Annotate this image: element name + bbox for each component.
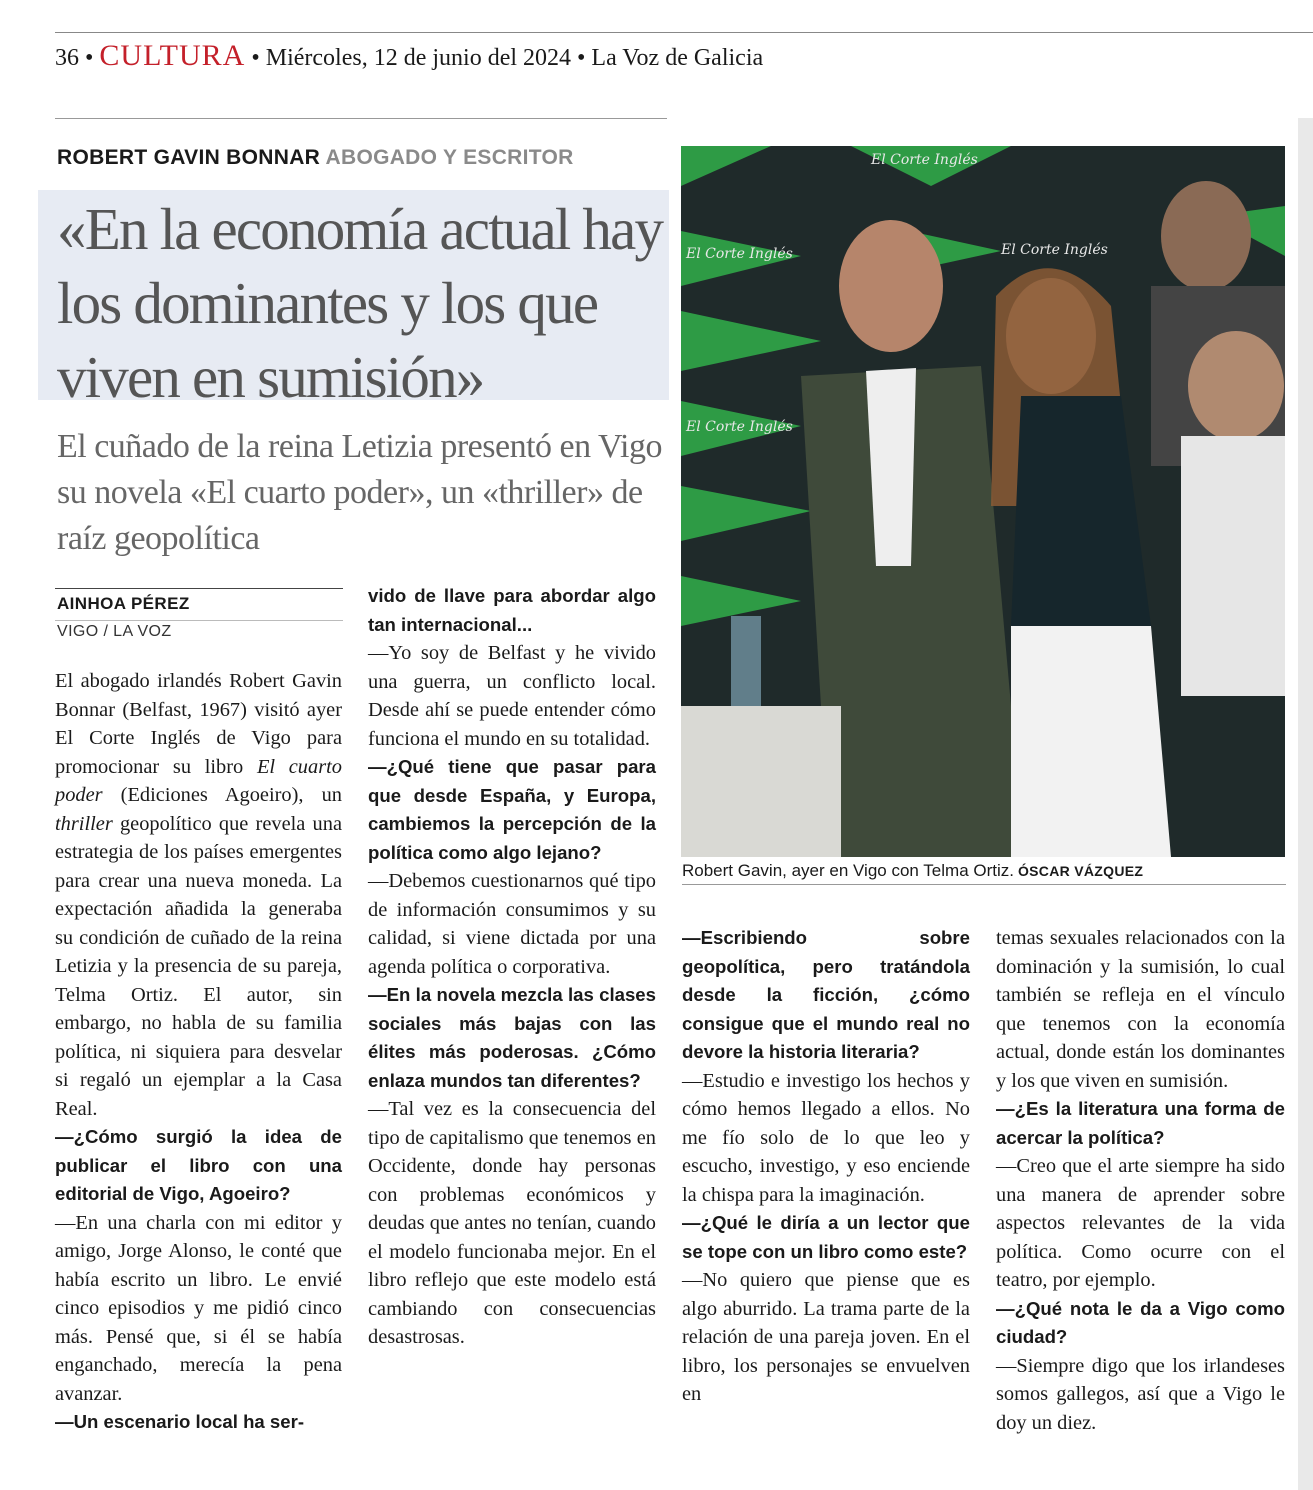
question: —¿Es la literatura una forma de acercar la política? [996,1098,1285,1148]
question: —¿Qué le diría a un lector que se tope con un libro como este? [682,1212,970,1262]
answer: —En una charla con mi editor y amigo, Jorge Alonso, le conté que había escrito un libro. Le envié cinco episodios y me pidió cinco más. Pensé que, si él se había enganchado, merecía la pena avanzar. [55,1211,342,1405]
top-rule [55,32,1313,33]
kicker-role: ABOGADO Y ESCRITOR [325,146,574,169]
newspaper-name[interactable]: La Voz de Galicia [591,45,764,71]
photo-illustration [681,146,1285,857]
question-continued: vido de llave para abordar algo tan internacional... [368,585,656,635]
lead-paragraph: El abogado irlandés Robert Gavin Bonnar (Belfast, 1967) visitó ayer El Corte Inglés de Vigo para promocionar su libro El cuarto poder (Ediciones Agoeiro), un thriller geopolítico que revela una estrategia de los países emergentes para crear una nueva moneda. La expectación añadida la generaba su condición de cuñado de la reina Letizia y la presencia de su pareja, Telma Ortiz. El autor, sin embargo, no habla de su familia política, ni siquiera para desvelar si regaló un ejemplar a la Casa Real. [55,670,342,1120]
question: —En la novela mezcla las clases sociales más bajas con las élites más poderosas. ¿Cómo enlaza mundos tan diferentes? [368,984,656,1091]
answer: —Creo que el arte siempre ha sido una manera de aprender sobre aspectos relevantes de la vida política. Como ocurre con el teatro, por ejemplo. [996,1155,1285,1291]
body-column-1 [55,667,342,1437]
answer: —Yo soy de Belfast y he vivido una guerra, un conflicto local. Desde ahí se puede entender cómo funciona el mundo en su totalidad. [368,642,656,750]
article-photo[interactable] [681,146,1285,857]
svg-text:El Corte Inglés: El Corte Inglés [686,246,793,262]
body-column-3 [682,924,970,1409]
body-column-2 [368,582,656,1352]
section-name[interactable]: CULTURA [99,39,246,72]
answer: —Tal vez es la consecuencia del tipo de capitalismo que tenemos en Occidente, donde hay personas con problemas económicos y deudas que antes no tenían, cuando el modelo funcionaba mejor. En el libro reflejo que este modelo está cambiando con consecuencias desastrosas. [368,1098,656,1348]
caption-rule [682,884,1286,885]
kicker-name: ROBERT GAVIN BONNAR [57,146,321,169]
byline-rule [55,588,343,589]
svg-text:El Corte Inglés: El Corte Inglés [1001,242,1108,258]
kicker [57,146,574,170]
answer: —No quiero que piense que es algo aburrido. La trama parte de la relación de una pareja joven. En el libro, los personajes se envuelven en [682,1269,970,1405]
svg-text:El Corte Inglés: El Corte Inglés [686,419,793,435]
book-title: El cuarto poder [55,755,342,806]
caption-text: Robert Gavin, ayer en Vigo con Telma Ortiz. [682,861,1014,880]
byline-author: AINHOA PÉREZ [57,594,190,613]
issue-date: Miércoles, 12 de junio del 2024 [265,45,572,71]
adjacent-page-edge [1298,118,1313,1490]
dateline: VIGO / LA VOZ [57,623,172,640]
subheadline: El cuñado de la reina Letizia presentó en Vigo su novela «El cuarto poder», un «thriller» de raíz geopolítica [57,428,662,557]
question: —Un escenario local ha ser- [55,1411,305,1432]
answer: —Debemos cuestionarnos qué tipo de información consumimos y su calidad, si viene dictada por una agenda política o corporativa. [368,870,656,978]
photo-credit: ÓSCAR VÁZQUEZ [1017,863,1144,879]
question: —¿Qué nota le da a Vigo como ciudad? [996,1297,1285,1347]
section-rule [55,118,667,119]
headline: «En la economía actual hay los dominantes y los que viven en sumisión» [57,196,663,410]
answer: —Siempre digo que los irlandeses somos gallegos, así que a Vigo le doy un diez. [996,1354,1285,1434]
page-number: 36 [55,45,79,71]
photo-caption [682,860,1286,882]
byline-rule [55,620,343,621]
page-header: 36 • CULTURA • Miércoles, 12 de junio del 2024 • La Voz de Galicia [55,39,764,72]
question: —¿Qué tiene que pasar para que desde España, y Europa, cambiemos la percepción de la política como algo lejano? [368,756,656,863]
svg-text:El Corte Inglés: El Corte Inglés [871,152,978,168]
question: —¿Cómo surgió la idea de publicar el libro con una editorial de Vigo, Agoeiro? [55,1126,342,1204]
question: —Escribiendo sobre geopolítica, pero tratándola desde la ficción, ¿cómo consigue que el mundo real no devore la historia literaria? [682,927,970,1062]
answer-continued: temas sexuales relacionados con la dominación y la sumisión, lo cual también se refleja en el vínculo que tenemos con la economía actual, donde están los dominantes y los que viven en sumisión. [996,927,1285,1092]
body-column-4 [996,924,1285,1437]
answer: —Estudio e investigo los hechos y cómo hemos llegado a ellos. No me fío solo de lo que leo y escucho, investigo, y eso enciende la chispa para la imaginación. [682,1069,970,1206]
